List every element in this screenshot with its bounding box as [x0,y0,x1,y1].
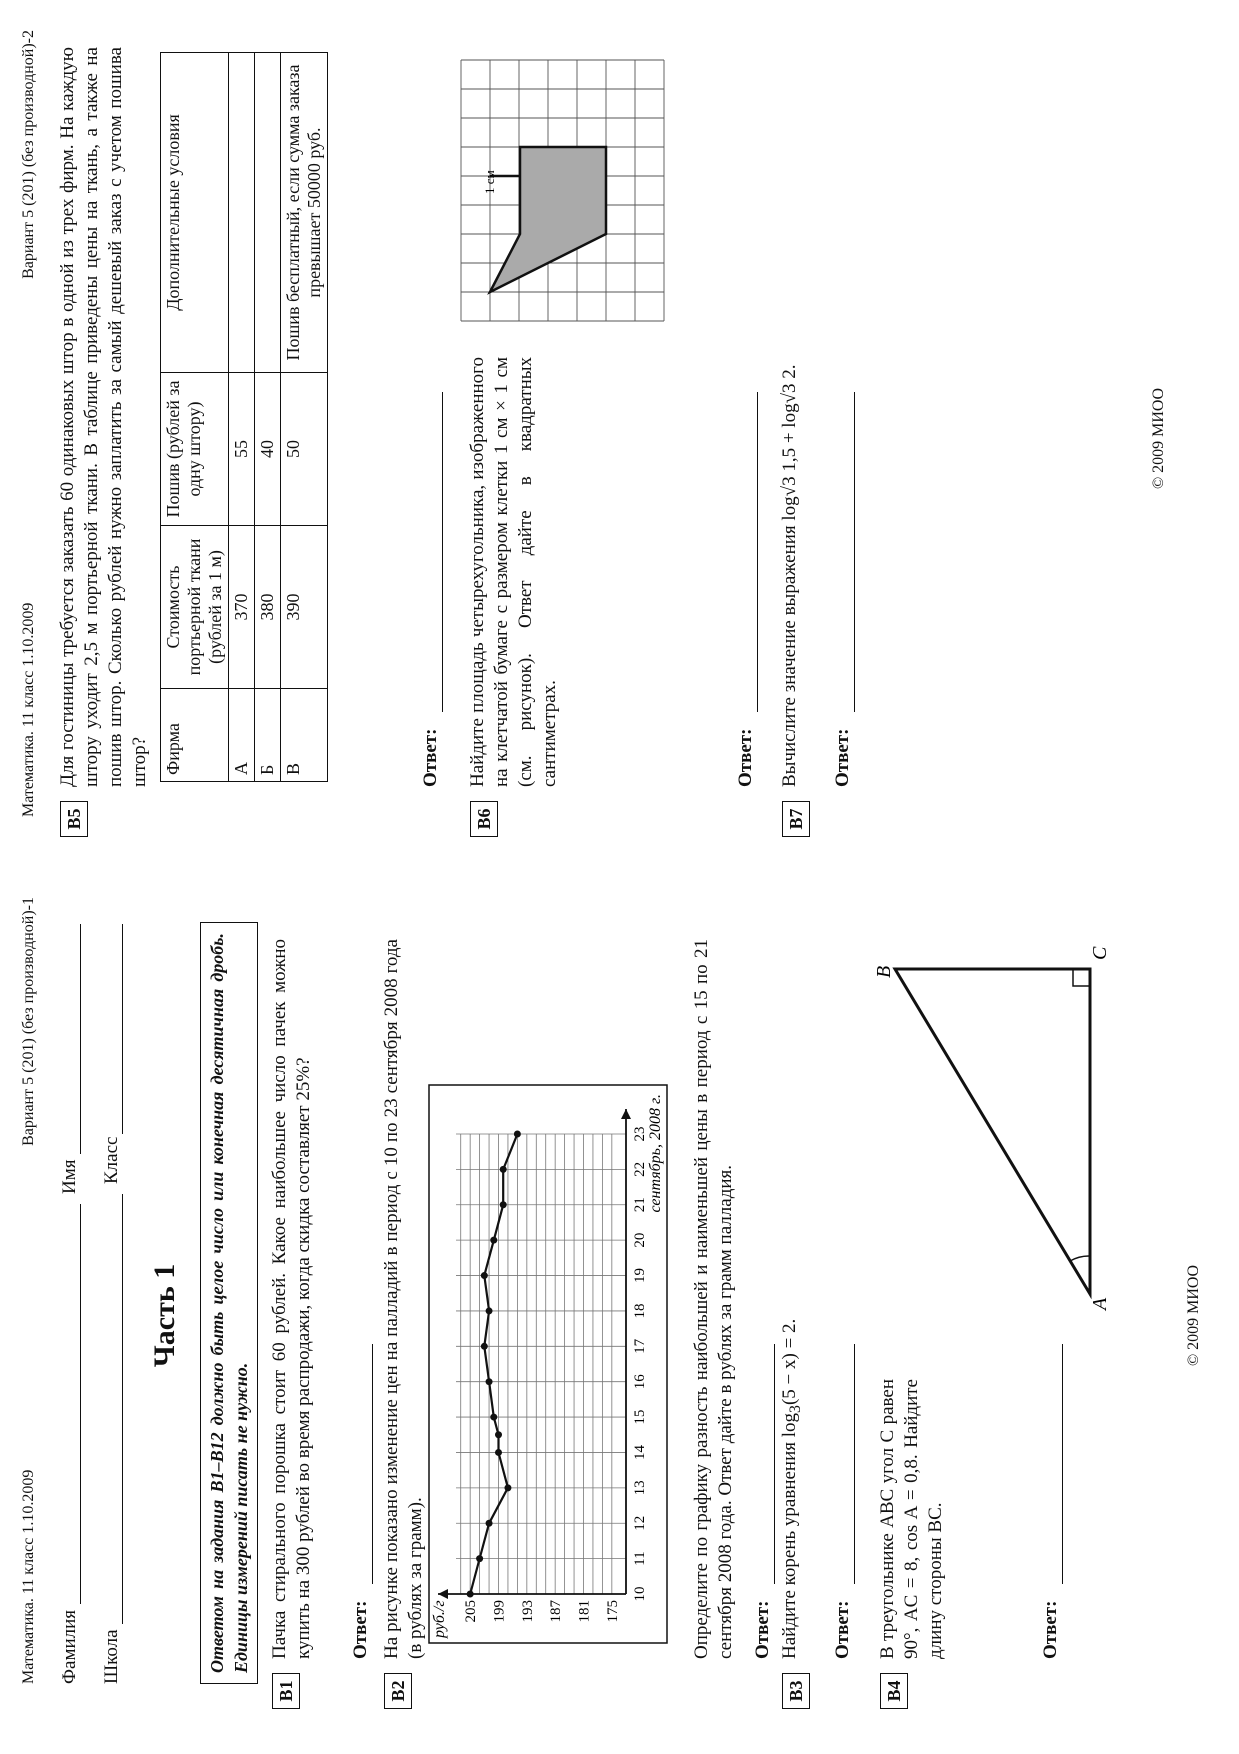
data-point [514,1131,521,1138]
b3-log: log [779,1412,800,1438]
table-header-row [161,53,229,782]
x-tick-label: 14 [632,1444,648,1460]
answer-label-b6: Ответ: [735,728,756,787]
answer-label-b3: Ответ: [832,1600,853,1659]
answer-label-b5: Ответ: [420,728,441,787]
table-cell [255,53,281,373]
triangle-figure [873,894,1111,1314]
data-point [495,1431,502,1438]
task-text-b4: В треугольнике ABC угол C равен 90°, AC = 8, cos A = 0,8. Найдите длину стороны BC. [877,1379,946,1659]
y-axis-arrow [438,1589,448,1599]
school-field[interactable] [122,1194,123,1624]
table-header: Пошив (рублей за одну штору) [161,373,229,526]
table-cell: 390 [281,526,328,689]
x-tick-label: 17 [632,1338,648,1354]
instructions-box: Ответом на задания В1–В12 должно быть целое число или конечная десятичная дробь. Единицы измерений писать не нужно. [200,922,258,1684]
data-point [476,1555,483,1562]
data-point [486,1307,493,1314]
data-point [495,1449,502,1456]
task-text-b7 [778,47,802,787]
page-1 [0,877,1239,1754]
data-point [486,1520,493,1527]
x-tick-label: 22 [632,1161,648,1177]
task-label-b1: B1 [272,1673,300,1709]
x-tick-label: 21 [632,1197,648,1213]
data-point [504,1484,511,1491]
b7-expression: log√3 1,5 + log√3 2. [779,364,800,521]
scale-label: 1 см [482,170,497,194]
task-text-b2: На рисунке показано изменение цен на палладий в период с 10 по 23 сентября 2008 года (в рублях за грамм). [381,939,426,1659]
x-tick-label: 13 [632,1480,648,1496]
data-point [500,1201,507,1208]
task-label-b3: B3 [782,1673,810,1709]
table-cell: Пошив бесплатный, если сумма заказа превышает 50000 руб. [281,53,328,373]
table-row [281,53,328,782]
x-tick-label: 11 [632,1551,648,1566]
table-cell: А [229,689,255,782]
answer-field-b6[interactable] [757,392,758,712]
answer-field-b7[interactable] [854,392,855,712]
x-tick-label: 19 [632,1268,648,1284]
x-tick-label: 10 [632,1586,648,1602]
table-cell: 380 [255,526,281,689]
x-tick-label: 15 [632,1409,648,1425]
triangle-abc [895,969,1090,1294]
data-point [481,1343,488,1350]
data-point [467,1591,474,1598]
data-point [481,1272,488,1279]
right-angle-mark [1073,969,1090,986]
class-label: Класс [101,1136,122,1184]
b3-text-prefix: Найдите корень уравнения [779,1437,800,1659]
x-tick-label: 23 [632,1126,648,1142]
table-cell: 50 [281,373,328,526]
y-tick-label: 199 [491,1600,508,1623]
b3-log-argument: (5 − x) = 2. [779,1318,800,1406]
chart-tick-labels [463,1127,648,1623]
table-cell [229,53,255,373]
table-cell: Б [255,689,281,782]
page-footer-1: © 2009 МИОО [1185,1264,1202,1367]
table-row [229,53,255,782]
x-tick-label: 12 [632,1515,648,1531]
page-header-left: Математика. 11 класс 1.10.2009 [20,1469,37,1684]
table-row [255,53,281,782]
angle-a-arc [1070,1256,1090,1261]
prices-table [160,52,328,782]
x-tick-label: 20 [632,1232,648,1248]
data-point [490,1237,497,1244]
table-header: Фирма [161,689,229,782]
task-label-b7: B7 [782,801,810,837]
answer-field-b1[interactable] [372,1344,373,1584]
b7-text-prefix: Вычислите значение выражения [779,520,800,787]
task-text-b6: Найдите площадь четырехугольника, изображенного на клетчатой бумаге с размером клетки 1 см × 1 см (см. рисунок). Ответ дайте в квадратных сантиметрах. [467,357,560,787]
table-header: Стоимость портьерной ткани (рублей за 1 м) [161,526,229,689]
x-tick-label: 18 [632,1303,648,1319]
data-point [500,1166,507,1173]
task-label-b4: B4 [880,1673,908,1709]
y-tick-label: 175 [604,1600,621,1623]
price-series-points [467,1131,521,1598]
price-series-line [470,1134,517,1594]
vertex-b-label: B [873,965,895,978]
page-header-right: Вариант 5 (201) (без производной)-2 [20,30,37,279]
page-footer-2: © 2009 МИОО [1150,387,1167,490]
x-tick-label: 16 [632,1374,648,1390]
task-label-b5: B5 [60,801,88,837]
task-label-b2: B2 [384,1673,412,1709]
y-tick-label: 187 [548,1600,565,1623]
name-label: Имя [59,1159,80,1194]
task-question-b2: Определите по графику разность наибольшей и наименьшей цены в период с 15 по 21 сентября 2008 года. Ответ дайте в рублях за грамм палладия. [691,939,736,1659]
answer-label-b1: Ответ: [350,1600,371,1659]
table-header: Дополнительные условия [161,53,229,373]
page-header-left: Математика. 11 класс 1.10.2009 [20,602,37,817]
table-cell: 370 [229,526,255,689]
answer-label-b2: Ответ: [752,1600,773,1659]
b3-log-base: 3 [786,1405,804,1413]
y-tick-label: 193 [519,1600,536,1623]
answer-field-b3[interactable] [854,1344,855,1584]
task-text-b1: Пачка стирального порошка стоит 60 рублей. Какое наибольшее число пачек можно купить на 300 рублей во время распродажи, когда скидка составляет 25%? [269,939,314,1659]
answer-field-b5[interactable] [442,392,443,712]
part-title: Часть 1 [148,1263,181,1368]
chart-x-axis-label: сентябрь, 2008 г. [647,1094,664,1213]
answer-label-b7: Ответ: [832,728,853,787]
task-label-b6: B6 [470,801,498,837]
answer-label-b4: Ответ: [1040,1600,1061,1659]
data-point [490,1414,497,1421]
surname-label: Фамилия [59,1609,80,1684]
x-axis-arrow [621,1109,631,1119]
palladium-price-chart [428,1084,668,1644]
name-field[interactable] [80,924,81,1154]
chart-y-axis-label: руб./г [431,1600,448,1638]
answer-field-b2[interactable] [774,1344,775,1584]
vertex-c-label: C [1089,946,1111,960]
vertex-a-label: A [1089,1297,1111,1310]
grid-figure [460,52,700,322]
data-point [486,1378,493,1385]
surname-field[interactable] [80,1204,81,1604]
table-cell: В [281,689,328,782]
table-cell: 40 [255,373,281,526]
table-cell: 55 [229,373,255,526]
answer-field-b4[interactable] [1062,1344,1063,1584]
y-tick-label: 205 [463,1600,480,1623]
task-text-b3 [778,939,808,1659]
task-text-b5: Для гостиницы требуется заказать 60 одинаковых штор в одной из трех фирм. На каждую штору уходит 2,5 м портьерной ткани. В таблице приведены цены на ткань, а также на пошив штор. Сколько рублей нужно заплатить за самый дешевый заказ с учетом пошива штор? [57,47,150,787]
class-field[interactable] [122,924,123,1134]
school-label: Школа [101,1629,122,1684]
page-header-right: Вариант 5 (201) (без производной)-1 [20,897,37,1146]
y-tick-label: 181 [576,1600,593,1623]
chart-grid [456,1134,626,1594]
